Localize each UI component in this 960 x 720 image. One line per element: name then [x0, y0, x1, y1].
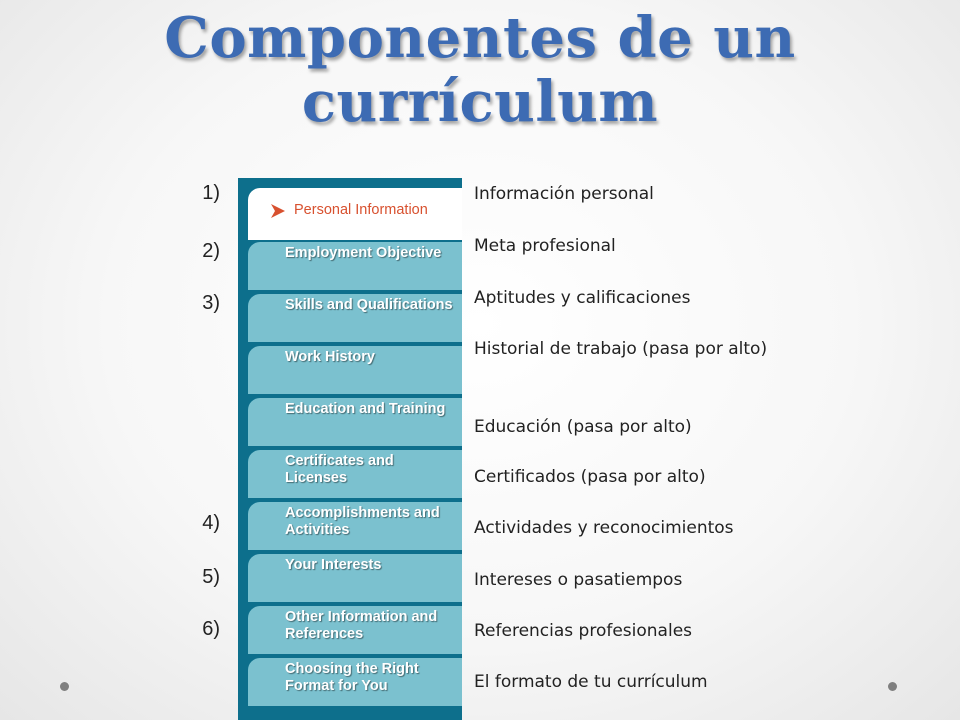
decorative-dot-right — [888, 682, 897, 691]
panel-item-education-training[interactable] — [248, 398, 462, 446]
panel-item-personal-information[interactable] — [248, 188, 462, 240]
description-item: Certificados (pasa por alto) — [474, 467, 706, 487]
panel-item-skills-qualifications[interactable] — [248, 294, 462, 342]
number-label: 4) — [202, 512, 220, 534]
panel-item-label: Skills and Qualifications — [285, 297, 453, 313]
panel-item-your-interests[interactable] — [248, 554, 462, 602]
description-item: Actividades y reconocimientos — [474, 518, 734, 538]
panel-item-other-information-references[interactable] — [248, 606, 462, 654]
description-item: Referencias profesionales — [474, 621, 693, 641]
description-item: El formato de tu currículum — [474, 672, 708, 692]
slide-title-line-2: currículum — [301, 69, 659, 135]
panel-item-label: Your Interests — [285, 557, 382, 573]
arrow-right-icon — [270, 203, 286, 219]
panel-item-label: Employment Objective — [285, 245, 442, 261]
description-item: Meta profesional — [474, 236, 616, 256]
panel-item-employment-objective[interactable] — [248, 242, 462, 290]
number-label: 6) — [202, 618, 220, 640]
panel-item-work-history[interactable] — [248, 346, 462, 394]
description-item: Educación (pasa por alto) — [474, 417, 692, 437]
description-item: Historial de trabajo (pasa por alto) — [474, 339, 768, 359]
description-item: Aptitudes y calificaciones — [474, 288, 691, 308]
panel-item-certificates-licenses[interactable] — [248, 450, 462, 498]
panel-item-label: Education and Training — [285, 401, 446, 417]
panel-item-label: Personal Information — [294, 202, 428, 218]
panel-item-label: Choosing the Right Format for You — [285, 661, 419, 694]
panel-item-label: Accomplishments and Activities — [285, 505, 440, 538]
panel-item-accomplishments-activities[interactable] — [248, 502, 462, 550]
panel-item-label: Work History — [285, 349, 375, 365]
description-item: Intereses o pasatiempos — [474, 570, 683, 590]
number-label: 3) — [202, 292, 220, 314]
slide-title-line-1: Componentes de un — [164, 5, 796, 71]
decorative-dot-left — [60, 682, 69, 691]
panel-item-label: Certificates and Licenses — [285, 453, 394, 486]
slide-title — [0, 6, 960, 134]
resume-sections-panel — [238, 178, 462, 720]
number-label: 1) — [202, 182, 220, 204]
panel-item-label: Other Information and References — [285, 609, 438, 642]
description-item: Información personal — [474, 184, 654, 204]
number-label: 5) — [202, 566, 220, 588]
number-label: 2) — [202, 240, 220, 262]
panel-item-choosing-format[interactable] — [248, 658, 462, 706]
